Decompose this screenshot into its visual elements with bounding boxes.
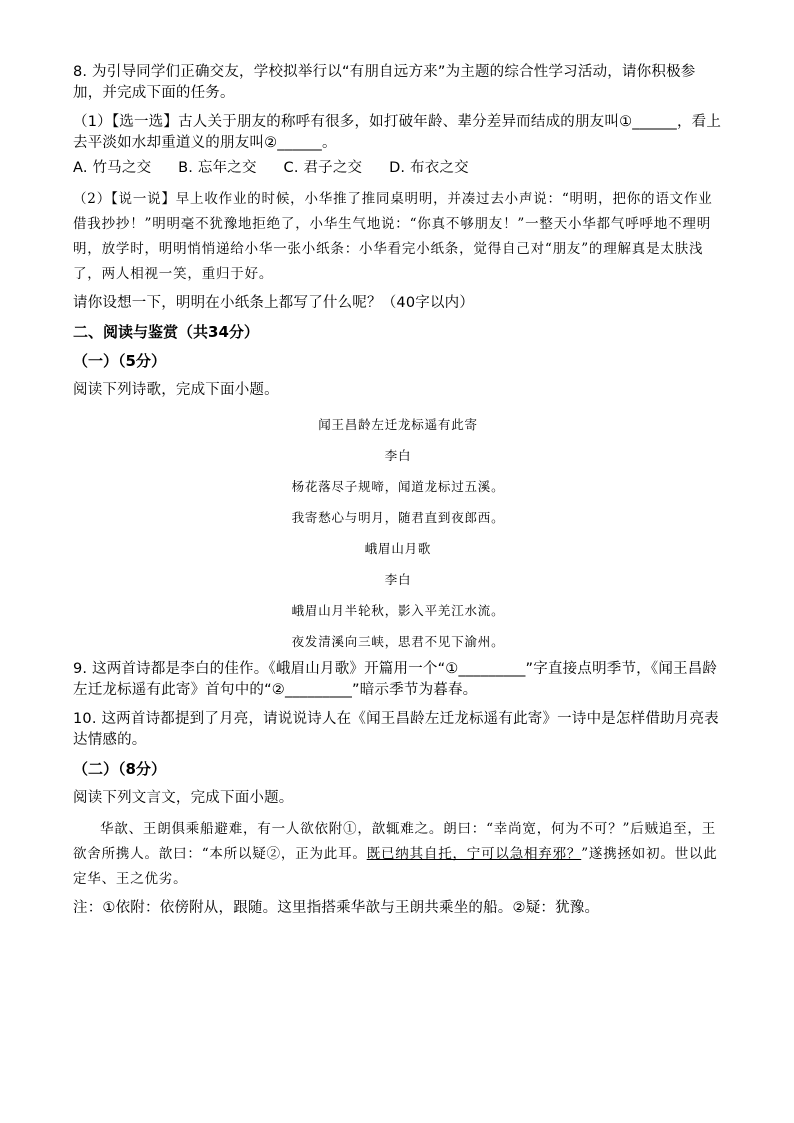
poem2-line2: 夜发清溪向三峡，思君不见下渝州。 xyxy=(291,634,505,649)
poem1-line1: 杨花落尽子规啼，闻道龙标过五溪。 xyxy=(291,479,505,494)
subsection1-heading: （一）（5分） xyxy=(73,352,166,370)
poem2-line1: 峨眉山月半轮秋，影入平羌江水流。 xyxy=(291,603,505,618)
poem1-author: 李白 xyxy=(384,448,412,463)
poem2-title: 峨眉山月歌 xyxy=(364,541,432,556)
annotation-note: 注：①依附：依傍附从，跟随。这里指搭乘华歆与王朗共乘坐的船。②疑：犹豫。 xyxy=(73,900,600,916)
classical-passage xyxy=(73,817,723,892)
option-a: A. 竹马之交 xyxy=(73,160,152,176)
q10: 10. 这两首诗都提到了月亮，请说说诗人在《闻王昌龄左迁龙标遥有此寄》一诗中是怎样借助月亮表达情感的。 xyxy=(73,711,719,748)
exam-page xyxy=(73,62,723,927)
instruction2: 阅读下列文言文，完成下面小题。 xyxy=(73,790,294,806)
option-c: C. 君子之交 xyxy=(283,160,363,176)
subsection2-heading: （二）（8分） xyxy=(73,760,166,778)
passage-part-a: 华歆、王朗俱乘船避难，有一人欲依附①，歆辄难之。朗曰：“幸尚宽，何为不可？”后贼追至，王欲舍所携人。歆曰：“本所以疑②，正为此耳。 xyxy=(73,821,717,862)
poem2-author: 李白 xyxy=(384,572,412,587)
option-b: B. 忘年之交 xyxy=(178,160,257,176)
passage-underlined-sentence: 既已纳其自托，宁可以急相弃邪？ xyxy=(366,846,582,862)
section2-heading: 二、阅读与鉴赏（共34分） xyxy=(73,323,259,341)
poem1-line2: 我寄愁心与明月，随君直到夜郎西。 xyxy=(291,510,505,525)
option-d: D. 布衣之交 xyxy=(389,160,469,176)
poem-block xyxy=(73,409,723,657)
q8-options xyxy=(73,158,723,179)
q8-prompt: 请你设想一下，明明在小纸条上都写了什么呢？（40字以内） xyxy=(73,295,475,311)
q8-part2: （2）【说一说】早上收作业的时候，小华推了推同桌明明，并凑过去小声说：“明明，把你的语文作业借我抄抄！”明明毫不犹豫地拒绝了，小华生气地说：“你真不够朋友！”一整天小华都气呼呼地不理明明，放学时，明明悄悄递给小华一张小纸条：小华看完小纸条，觉得自己对“朋友”的理解真是太肤浅了，两人相视一笑，重归于好。 xyxy=(73,191,713,282)
q8-part1: （1）【选一选】古人关于朋友的称呼有很多，如打破年龄、辈分差异而结成的朋友叫①______，看上去平淡如水却重道义的朋友叫②______。 xyxy=(73,114,722,151)
instruction1: 阅读下列诗歌，完成下面小题。 xyxy=(73,382,279,398)
passage-part-b: ”遂携拯如初。世以此定华、王之优劣。 xyxy=(73,846,718,887)
q8-stem: 8. 为引导同学们正确交友，学校拟举行以“有朋自远方来”为主题的综合性学习活动，请你积极参加，并完成下面的任务。 xyxy=(73,64,696,101)
q9: 9. 这两首诗都是李白的佳作。《峨眉山月歌》开篇用一个“①_________”字直接点明季节，《闻王昌龄左迁龙标遥有此寄》首句中的“②_________”暗示季节为暮春。 xyxy=(73,661,718,698)
poem1-title: 闻王昌龄左迁龙标遥有此寄 xyxy=(318,417,478,432)
